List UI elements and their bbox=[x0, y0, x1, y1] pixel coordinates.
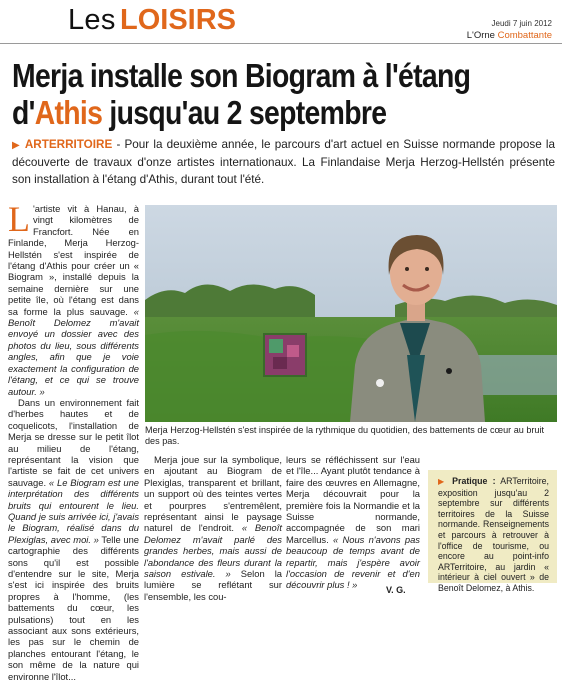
article-column-1: L 'artiste vit à Hanau, à vingt kilomètres de Francfort. Née en Finlande, Merja Herzog-Hellstén s'est inspirée de l'étang d'Athis pour créer un « Biogram », installé depuis la semaine dernière sur une petite île, où l'étang est dans sa forme la plus sauvage. « Benoît Delomez m'avait envoyé un dossier avec des photos du lieu, sous différents angles, afin que je voie exactement la configuration de l'étang, et ce qui se trouve autour. » Dans un environnement fait d'herbes hautes et de coquelicots, l'installation de Merja se dresse sur le petit îlot au milieu de l'étang, représentant la vision que l'artiste se fait de cet univers sauvage. « Le Biogram est une interprétation des différents bruits qui entourent le lieu. Quand je suis arrivée ici, j'avais le Biogram, réalisé dans du Plexiglas, avec moi. » Telle une cartographie des différents sons qu'il est possible d'entendre sur le site, Merja s'est ici inspirée des bruits propres à l'homme, (les battements du cœur, les pulsations) tout en les associant aux sons extérieurs, les pas sur le chemin de planches entourant l'étang, le son même de la nature qui environne l'îlot... bbox=[8, 199, 140, 682]
triangle-bullet-icon: ▶ bbox=[12, 140, 21, 151]
headline-highlight: Athis bbox=[34, 94, 103, 131]
quote: « Benoît Delomez m'avait envoyé un dossier avec des photos du lieu, sous différents angles, afin que je voie exactement la configuration de l'étang, et ce qui se trouve autour. » bbox=[8, 305, 139, 397]
practical-label: Pratique : bbox=[452, 476, 496, 486]
photo-caption: Merja Herzog-Hellstén s'est inspirée de la rythmique du quotidien, des battements de cœur au bruit des pas. bbox=[145, 425, 545, 446]
quote: « Le Biogram est une interprétation des différents bruits qui entourent le lieu. Quand je suis arrivée ici, j'avais le Biogram, réalisé dans du Plexiglas, avec moi. » bbox=[8, 476, 140, 545]
section-prefix: Les bbox=[68, 4, 116, 36]
header-divider bbox=[0, 43, 562, 44]
section-header bbox=[0, 0, 562, 44]
article-photo bbox=[145, 205, 557, 422]
author-signature: V. G. bbox=[386, 585, 406, 595]
quote: « Benoît Delomez m'avait parlé des grandes herbes, mais aussi de l'abondance des fleurs durant la saison estivale. » bbox=[144, 522, 282, 580]
drop-cap: L bbox=[8, 199, 30, 239]
standfirst: ▶ ARTERRITOIRE - Pour la deuxième année, le parcours d'art actuel en Suisse normande propose la découverte de travaux d'onze artistes internationaux. La Finlandaise Merja Herzog-Hellstén présente son installation à l'étang d'Athis, durant tout l'été. bbox=[12, 138, 555, 186]
rubric-tag: ARTERRITOIRE bbox=[24, 138, 113, 151]
triangle-bullet-icon: ▶ bbox=[438, 477, 447, 486]
quote: « Nous n'avons pas beaucoup de temps avant de repartir, mais j'espère avoir l'occasion de revenir et d'en découvrir plus ! » bbox=[286, 533, 420, 591]
headline: Merja installe son Biogram à l'étang d'Athis jusqu'au 2 septembre bbox=[12, 57, 471, 131]
article-column-2: Merja joue sur la symbolique, en ajoutant au Biogram de Plexiglas, transparent et brillant, un support où des teintes vertes et pourpres s'entremêlent, représentant ainsi le paysage naturel de l'endroit. « Benoît Delomez m'avait parlé des grandes herbes, mais aussi de l'abondance des fleurs durant la saison estivale. » Selon la lumière se reflétant sur l'ensemble, les cou- bbox=[144, 454, 282, 602]
section-name: LOISIRS bbox=[120, 4, 237, 36]
article-column-3: leurs se réfléchissent sur l'eau et l'île... Ayant plutôt tendance à faire des œuvres en Allemagne, Merja découvrait pour la première fois la Normandie et la Suisse normande, accompagnée de son mari Marcellus. « Nous n'avons pas beaucoup de temps avant de repartir, mais j'espère avoir l'occasion de revenir et d'en découvrir plus ! » bbox=[286, 454, 420, 591]
practical-info-box: ▶ Pratique : ARTerritoire, exposition jusqu'au 2 septembre sur différents territoires de la Suisse normande. Renseignements et parcours à retrouver à l'office de tourisme, ou encore au point-info ARTerritoire, au jardin « intérieur à ciel ouvert » de Benoît Delomez, à Athis. bbox=[428, 470, 557, 583]
publication-date: Jeudi 7 juin 2012 bbox=[491, 19, 552, 28]
newspaper-name: L'Orne Combattante bbox=[466, 30, 552, 41]
portrait-photo-illustration bbox=[145, 205, 557, 422]
